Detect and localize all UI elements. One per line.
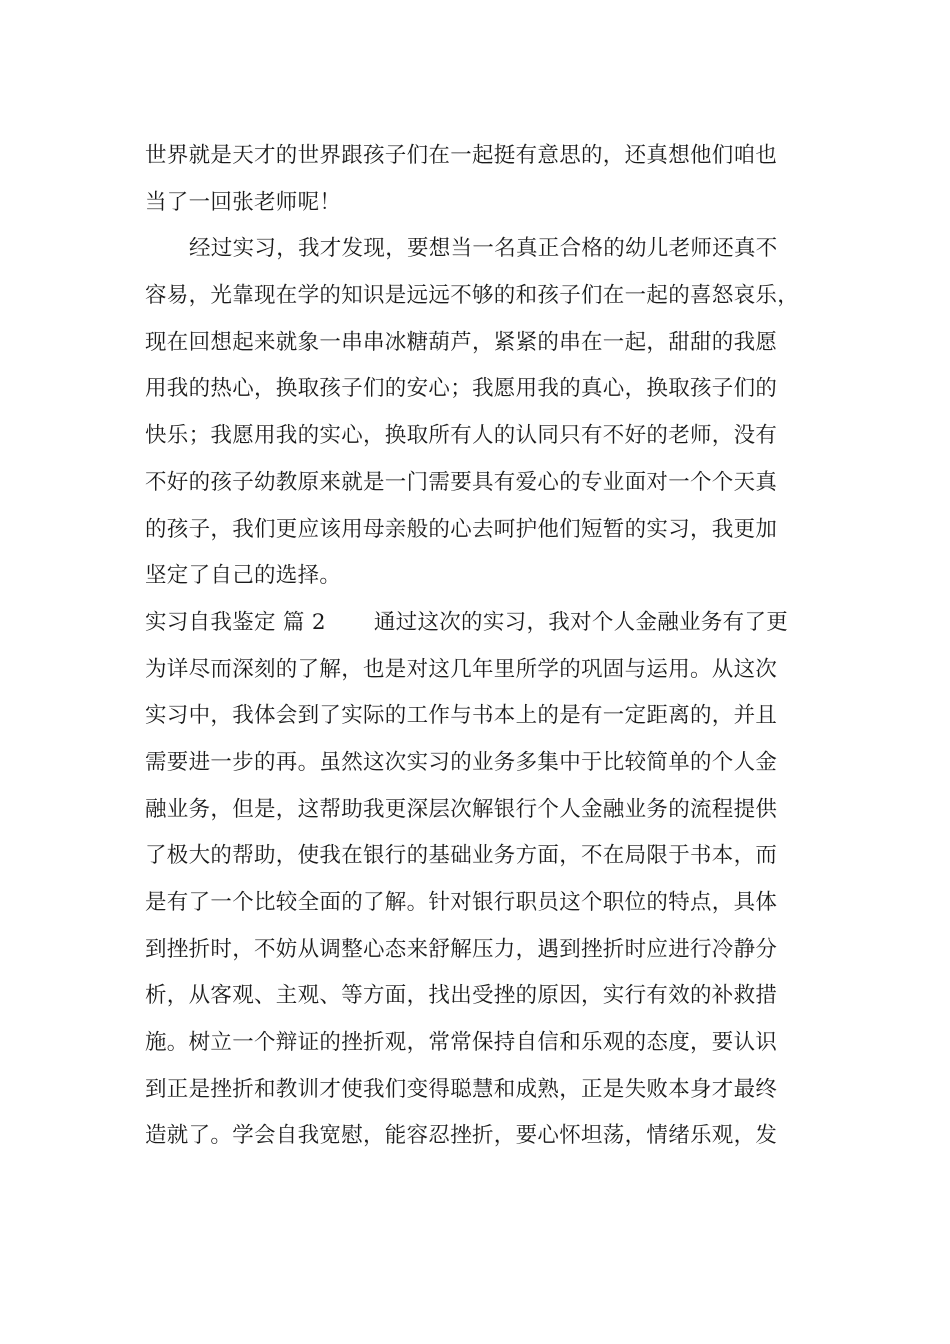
text-line: 不好的孩子幼教原来就是一门需要具有爱心的专业面对一个个天真 xyxy=(145,469,778,495)
text-line: 造就了。学会自我宽慰，能容忍挫折，要心怀坦荡，情绪乐观，发 xyxy=(145,1123,778,1149)
text-line: 了极大的帮助，使我在银行的基础业务方面，不在局限于书本，而 xyxy=(145,843,778,869)
text-line: 用我的热心，换取孩子们的安心；我愿用我的真心，换取孩子们的 xyxy=(145,376,778,402)
text-line: 当了一回张老师呢！ xyxy=(145,189,342,215)
document-body xyxy=(145,133,815,1160)
text-line: 到正是挫折和教训才使我们变得聪慧和成熟，正是失败本身才最终 xyxy=(145,1076,778,1102)
text-line: 现在回想起来就象一串串冰糖葫芦，紧紧的串在一起，甜甜的我愿 xyxy=(145,329,778,355)
text-line: 到挫折时，不妨从调整心态来舒解压力，遇到挫折时应进行冷静分 xyxy=(145,936,778,962)
text-line: 为详尽而深刻的了解，也是对这几年里所学的巩固与运用。从这次 xyxy=(145,656,778,682)
text-line: 实习中，我体会到了实际的工作与书本上的是有一定距离的，并且 xyxy=(145,703,778,729)
section-heading: 实习自我鉴定 篇 2 xyxy=(145,609,326,635)
text-line: 是有了一个比较全面的了解。针对银行职员这个职位的特点，具体 xyxy=(145,890,778,915)
text-line: 施。树立一个辩证的挫折观，常常保持自信和乐观的态度，要认识 xyxy=(145,1030,778,1056)
text-line: 坚定了自己的选择。 xyxy=(145,563,342,589)
paragraph-first-line: 通过这次的实习，我对个人金融业务有了更 xyxy=(373,609,789,635)
text-line: 的孩子，我们更应该用母亲般的心去呵护他们短暂的实习，我更加 xyxy=(145,516,778,542)
text-line: 融业务，但是，这帮助我更深层次解银行个人金融业务的流程提供 xyxy=(145,796,778,822)
text-line: 析，从客观、主观、等方面，找出受挫的原因，实行有效的补救措 xyxy=(145,983,778,1009)
section-heading-line xyxy=(145,600,815,647)
text-line: 需要进一步的再。虽然这次实习的业务多集中于比较简单的个人金 xyxy=(145,749,778,775)
text-line: 快乐；我愿用我的实心，换取所有人的认同只有不好的老师，没有 xyxy=(145,423,778,449)
paragraph-first-line: 经过实习，我才发现，要想当一名真正合格的幼儿老师还真不 xyxy=(189,236,778,262)
text-line: 世界就是天才的世界跟孩子们在一起挺有意思的，还真想他们咱也 xyxy=(145,143,778,168)
text-line: 容易，光靠现在学的知识是远远不够的和孩子们在一起的喜怒哀乐， xyxy=(145,283,800,309)
